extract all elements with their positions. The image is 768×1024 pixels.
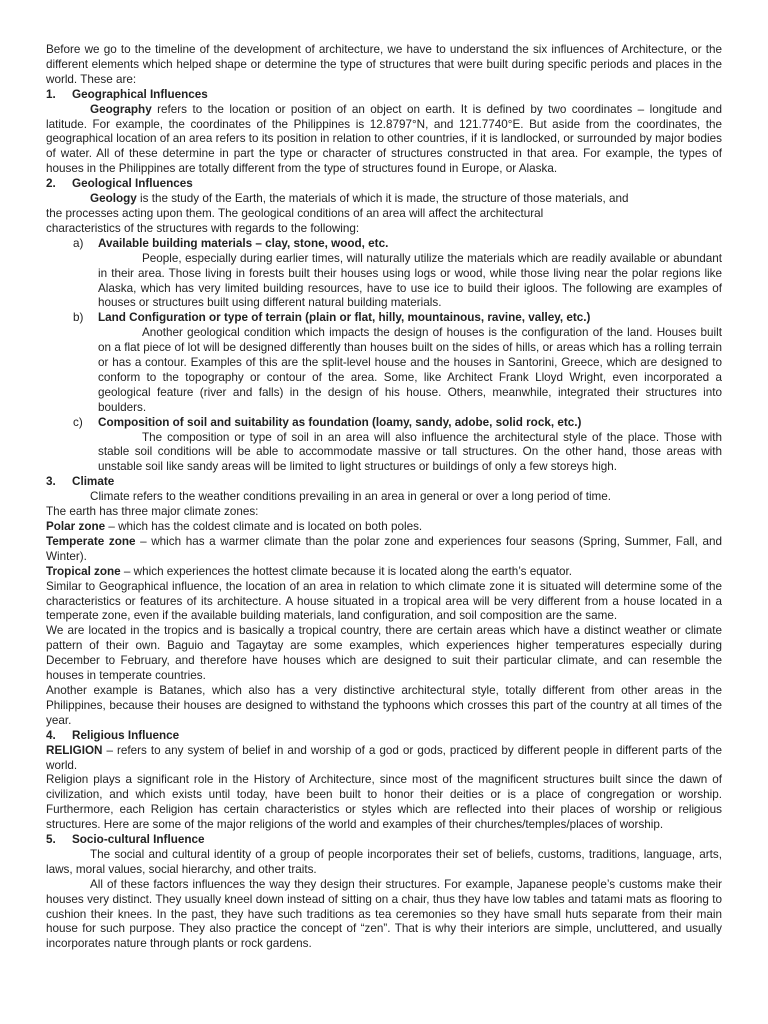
section-2-line-1: [46, 192, 722, 207]
climate-paragraph-5: Another example is Batanes, which also has a very distinctive architectural style, totally different from other areas in the Philippines, because their houses are designed to withstand the typhoons which crosses this part of the country at all times of the year.: [46, 683, 722, 727]
section-1-title: Geographical Influences: [72, 87, 208, 101]
polar-zone-term: Polar zone: [46, 520, 106, 533]
section-3-number: 3.: [46, 475, 56, 489]
section-4-title: Religious Influence: [72, 728, 180, 742]
socio-cultural-paragraph-1: The social and cultural identity of a group of people incorporates their set of beliefs, customs, traditions, language, arts, laws, moral values, social hierarchy, and other traits.: [46, 847, 722, 876]
socio-cultural-paragraph-2: All of these factors influences the way they design their structures. For example, Japanese people’s customs make their houses very distinct. They usually kneel down instead of sitting on a chair, thus they have low tables and tatami mats as flooring to cushion their knees. In the past, they have such traditions as tea ceremonies so they have small huts separate from their main house for such purpose. They also practice the concept of “zen”. That is why their interiors are simple, uncluttered, and usually incorporates nature through plants or rock gardens.: [46, 877, 722, 951]
temperate-zone-item: [46, 535, 722, 565]
religion-paragraph-2: Religion plays a significant role in the History of Architecture, since most of the magnificent structures built since the dawn of civilization, and which exists until today, have been built to honor their deities or is a place of congregation or worship. Furthermore, each Religion has certain characteristics or styles which are reflected into their places of worship or religious structures. Here are some of the major religions of the world and examples of their churches/temples/places of worship.: [46, 773, 722, 832]
section-2-number: 2.: [46, 177, 56, 191]
subsection-a-paragraph: People, especially during earlier times, will naturally utilize the materials which are readily available or abundant in their area. Those living in forests built their houses using logs or wood, while those living near the polar regions like Alaska, which has very limited building resources, have to use ice to build their igloos. The following are examples of houses or structures built using different natural building materials.: [98, 251, 722, 310]
section-4-heading: [46, 729, 722, 744]
subsection-a-title: Available building materials – clay, stone, wood, etc.: [98, 236, 389, 250]
temperate-zone-term: Temperate zone: [46, 534, 136, 548]
section-3-title: Climate: [72, 475, 115, 489]
climate-paragraph-3: Similar to Geographical influence, the location of an area in relation to which climate zone it is situated will determine some of the characteristics or features of its architecture. A house situated in a tropical area will be very different from a house located in a temperate zone, even if the available building materials, land configuration, and soil composition are the same.: [46, 579, 722, 623]
geography-term: Geography: [90, 102, 152, 116]
section-5-title: Socio-cultural Influence: [72, 833, 205, 847]
tropical-zone-item: [46, 565, 722, 580]
section-5-number: 5.: [46, 833, 56, 847]
polar-zone-text: – which has the coldest climate and is located on both poles.: [105, 520, 423, 533]
subsection-b-letter: b): [73, 311, 84, 325]
section-3-heading: [46, 475, 722, 490]
subsection-b-title: Land Configuration or type of terrain (plain or flat, hilly, mountainous, ravine, valley, etc.): [98, 311, 591, 325]
subsection-c-letter: c): [73, 415, 83, 429]
religion-text: – refers to any system of belief in and worship of a god or gods, practiced by different people in different parts of the world.: [46, 743, 722, 772]
section-2-line-3: characteristics of the structures with regards to the following:: [46, 221, 360, 235]
religion-definition: [46, 744, 722, 774]
climate-zones-intro: The earth has three major climate zones:: [46, 505, 259, 519]
section-1-heading: [46, 88, 722, 103]
religion-term: RELIGION: [46, 743, 103, 757]
subsection-c-heading: [73, 416, 722, 431]
subsection-c-title: Composition of soil and suitability as foundation (loamy, sandy, adobe, solid rock, etc.): [98, 415, 582, 429]
subsection-a-letter: a): [73, 236, 84, 250]
section-5-heading: [46, 833, 722, 848]
subsection-b-paragraph: Another geological condition which impacts the design of houses is the configuration of the land. Houses built on a flat piece of lot will be designed differently than houses built on the sides of hills, or areas which has a rolling terrain or has a contour. Examples of this are the split-level house and the houses in Santorini, Greece, which are designed to conform to the topography or contour of the area. Some, like Architect Frank Lloyd Wright, even incorporated a geological feature (river and falls) in the design of his house. Others, meanwhile, integrated their structures into boulders.: [98, 326, 722, 414]
temperate-zone-text: – which has a warmer climate than the polar zone and experiences four seasons (Spring, Summer, Fall, and Winter).: [46, 534, 722, 563]
intro-paragraph: Before we go to the timeline of the development of architecture, we have to understand the six influences of Architecture, or the different elements which helped shape or determine the type of structures that were built during specific periods and places in the world. These are:: [46, 43, 722, 86]
climate-paragraph-4: We are located in the tropics and is basically a tropical country, there are certain areas which have a distinct weather or climate pattern of their own. Baguio and Tagaytay are some examples, which experiences higher temperatures especially during December to February, and therefore have houses which are designed to suit their particular climate, and can resemble the houses in temperate countries.: [46, 624, 722, 683]
geography-definition: refers to the location or position of an object on earth. It is defined by two coordinates – longitude and latitude. For example, the coordinates of the Philippines is 12.8797°N, and 121.7740°E. But aside from the coordinates, the geographical location of an area refers to its position in relation to other countries, if it is landlocked, or surrounded by major bodies of water. All of these determine in part the type or character of structures constructed in that area. For example, the types of houses in the Philippines are totally different from the type of structures found in Europe, or Alaska.: [46, 102, 722, 176]
section-1-number: 1.: [46, 87, 56, 101]
tropical-zone-term: Tropical zone: [46, 564, 121, 578]
subsection-b-heading: [73, 311, 722, 326]
subsection-c-paragraph: The composition or type of soil in an area will also influence the architectural style of the place. Those with stable soil conditions will be able to accommodate massive or tall structures. On the other hand, those areas with unstable soil like sandy areas will be limited to light structures or buildings of only a few storeys high.: [98, 430, 722, 474]
section-2-heading: [46, 177, 722, 192]
climate-definition: Climate refers to the weather conditions prevailing in an area in general or over a long period of time.: [90, 490, 612, 504]
section-1-paragraph: [46, 103, 722, 178]
tropical-zone-text: – which experiences the hottest climate because it is located along the earth’s equator.: [120, 564, 573, 578]
geology-term: Geology: [90, 192, 137, 206]
section-2-line-2: the processes acting upon them. The geological conditions of an area will affect the architectural: [46, 206, 544, 220]
subsection-a-heading: [73, 237, 722, 252]
section-4-number: 4.: [46, 728, 56, 742]
geology-definition: is the study of the Earth, the materials of which it is made, the structure of those materials, and: [136, 192, 629, 206]
section-2-title: Geological Influences: [72, 177, 193, 191]
polar-zone-item: [46, 520, 722, 535]
